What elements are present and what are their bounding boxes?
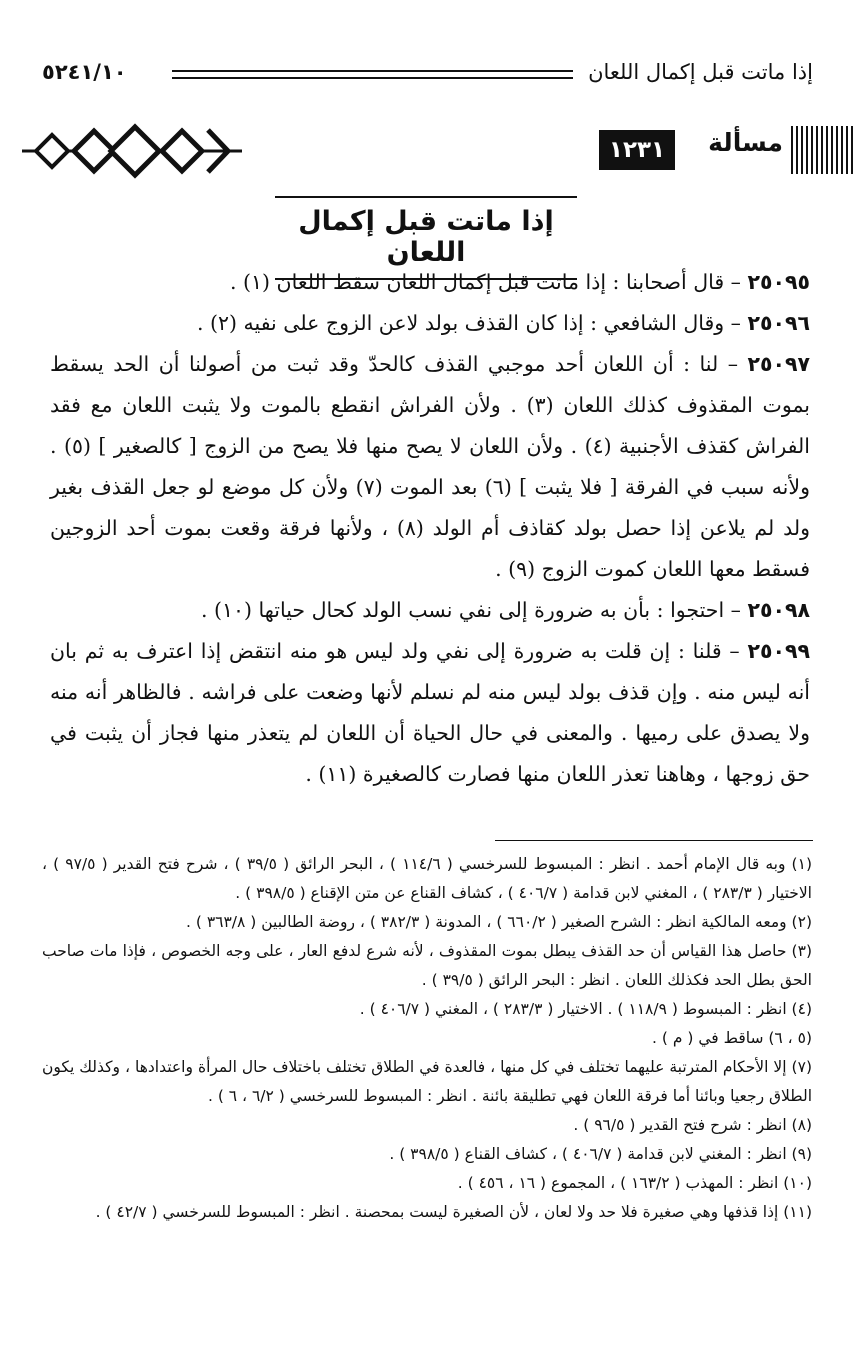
footnote: (٧) إلا الأحكام المترتبة عليهما تختلف في كل منها ، فالعدة في الطلاق تختلف باختلاف حال المرأة واعتدادها ، وكذلك يكون الطلاق رجعيا وبائنا أما فرقة اللعان فهي تطليقة بائنة . انظر : المبسوط للسرخسي ( ٦/٢ ، ٦ ) . xyxy=(42,1058,812,1105)
paragraph xyxy=(50,344,810,590)
paragraph-text: – قلنا : إن قلت به ضرورة إلى نفي ولد ليس هو منه انتقض إذا اعترف به ثم بان أنه ليس منه . وإن قذف بولد ليس منه لم نسلم لأنها وضعت على فراشه . فالظاهر أنه منه ولا يصدق على رميها . والمعنى في حال الحياة أن اللعان لم يتعذر منها فجاز أن يثبت في حق زوجها ، وهاهنا تعذر اللعان منها فصارت كالصغيرة (١١) . xyxy=(50,639,810,786)
paragraph-number: ٢٥٠٩٩ xyxy=(747,639,810,663)
footnote: (١١) إذا قذفها وهي صغيرة فلا حد ولا لعان ، لأن الصغيرة ليست بمحصنة . انظر : المبسوط للسرخسي ( ٤٢/٧ ) . xyxy=(95,1203,812,1221)
paragraph-number: ٢٥٠٩٧ xyxy=(747,352,810,376)
paragraph-number: ٢٥٠٩٥ xyxy=(747,270,810,294)
footnote: (٨) انظر : شرح فتح القدير ( ٩٦/٥ ) . xyxy=(573,1116,812,1134)
section-title: إذا ماتت قبل إكمال اللعان xyxy=(275,196,577,280)
page-number: ٥٢٤١/١٠ xyxy=(42,60,127,84)
footnote: (٤) انظر : المبسوط ( ١١٨/٩ ) . الاختيار ( ٢٨٣/٣ ) ، المغني ( ٤٠٦/٧ ) . xyxy=(359,1000,812,1018)
footnotes xyxy=(42,850,812,1227)
footnote-separator xyxy=(495,840,813,841)
footnote: (٢) ومعه المالكية انظر : الشرح الصغير ( ٦٦٠/٢ ) ، المدونة ( ٣٨٢/٣ ) ، روضة الطالبين ( ٣٦٣/٨ ) . xyxy=(185,913,812,931)
paragraph xyxy=(50,631,810,795)
paragraph-text: – وقال الشافعي : إذا كان القذف بولد لاعن الزوج على نفيه (٢) . xyxy=(196,311,748,335)
footnote: (١٠) انظر : المهذب ( ١٦٣/٢ ) ، المجموع ( ١٦ ، ٤٥٦ ) . xyxy=(457,1174,812,1192)
paragraph xyxy=(50,262,810,303)
running-title: إذا ماتت قبل إكمال اللعان xyxy=(588,60,813,84)
issue-number-box: ١٢٣١ xyxy=(599,130,675,170)
header-rule xyxy=(172,70,573,79)
main-text xyxy=(50,262,810,795)
ornament-stripes xyxy=(791,126,855,174)
ornament-knot-icon xyxy=(22,122,242,180)
issue-label: مسألة xyxy=(708,128,783,157)
issue-ornament-bar xyxy=(22,122,855,180)
paragraph-text: – احتجوا : بأن به ضرورة إلى نفي نسب الولد كحال حياتها (١٠) . xyxy=(200,598,748,622)
footnote: (٣) حاصل هذا القياس أن حد القذف يبطل بموت المقذوف ، لأنه شرع لدفع العار ، على وجه الخصوص ، فإذا مات صاحب الحق بطل الحد فكذلك اللعان . انظر : البحر الرائق ( ٣٩/٥ ) . xyxy=(42,942,812,989)
paragraph-number: ٢٥٠٩٦ xyxy=(747,311,810,335)
paragraph-text: – قال أصحابنا : إذا ماتت قبل إكمال اللعان سقط اللعان (١) . xyxy=(229,270,748,294)
footnote: (٥ ، ٦) ساقط في ( م ) . xyxy=(652,1029,812,1047)
paragraph-number: ٢٥٠٩٨ xyxy=(747,598,810,622)
paragraph xyxy=(50,590,810,631)
footnote: (٩) انظر : المغني لابن قدامة ( ٤٠٦/٧ ) ، كشاف القناع ( ٣٩٨/٥ ) . xyxy=(389,1145,812,1163)
paragraph-text: – لنا : أن اللعان أحد موجبي القذف كالحدّ وقد ثبت من أصولنا أن الحد يسقط بموت المقذوف كذلك اللعان (٣) . ولأن الفراش انقطع بالموت ولا يثبت اللعان مع فقد الفراش كقذف الأجنبية (٤) . ولأن اللعان لا يصح منها فلا يصح من الزوج [ كالصغير ] (٥) . ولأنه سبب في الفرقة [ فلا يثبت ] (٦) بعد الموت (٧) ولأن كل موضع لو جعل القذف بغير ولد لم يلاعن إذا حصل بولد كقاذف أم الولد (٨) ، ولأنها فرقة وقعت بموت أحد الزوجين فسقط معها اللعان كموت الزوج (٩) . xyxy=(50,352,810,581)
running-header xyxy=(42,60,813,94)
footnote: (١) وبه قال الإمام أحمد . انظر : المبسوط للسرخسي ( ١١٤/٦ ) ، البحر الرائق ( ٣٩/٥ ) ، شرح فتح القدير ( ٩٧/٥ ) ، الاختيار ( ٢٨٣/٣ ) ، المغني لابن قدامة ( ٤٠٦/٧ ) ، كشاف القناع عن متن الإقناع ( ٣٩٨/٥ ) . xyxy=(42,855,812,902)
paragraph xyxy=(50,303,810,344)
